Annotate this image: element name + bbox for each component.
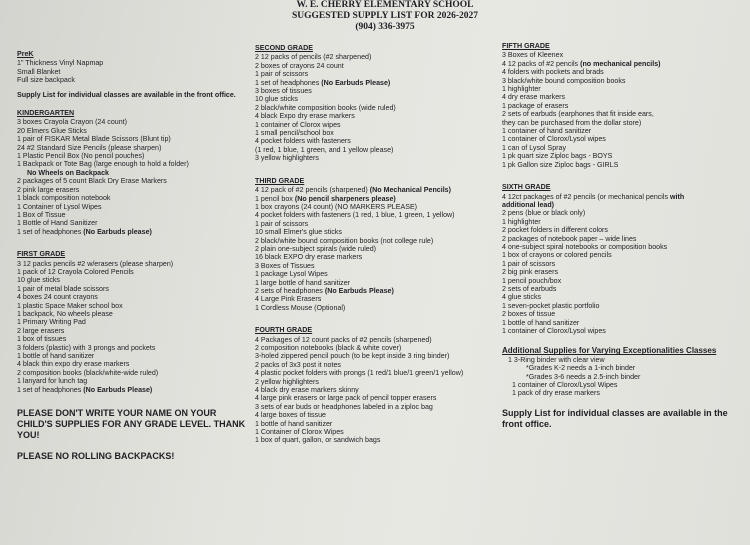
list-item: 2 pink large erasers: [17, 185, 80, 194]
list-item: [17, 228, 247, 236]
list-item: 1 Box of Tissue: [17, 210, 66, 219]
list-item: 1 3-Ring binder with clear view: [508, 355, 605, 364]
list-item: 1 pk quart size Ziploc bags - BOYS: [502, 152, 613, 161]
list-item: 16 black EXPO dry erase markers: [255, 253, 363, 262]
list-item: Small Blanket: [17, 67, 61, 76]
third-grade-section: [255, 177, 495, 313]
list-item: 2 packs of 3x3 post it notes: [255, 360, 341, 369]
list-item: 4 boxes 24 count crayons: [17, 293, 98, 302]
list-item: 1 Plastic Pencil Box (No pencil pouches): [17, 152, 145, 161]
section-title: FIRST GRADE: [17, 250, 66, 259]
list-item: 4 Large Pink Erasers: [255, 295, 322, 304]
list-item: 1 pair of FISKAR Metal Blade Scissors (Blunt tip): [17, 135, 171, 144]
list-item: 1 container of hand sanitizer: [502, 127, 592, 136]
list-item: 2 yellow highlighters: [255, 377, 319, 386]
list-item: 1 Primary Writing Pad: [17, 318, 86, 327]
list-item: [255, 287, 495, 295]
no-rolling-backpacks-note: PLEASE NO ROLLING BACKPACKS!: [17, 451, 175, 462]
item-text: 4 12 packs of #2 pencils: [502, 59, 579, 68]
list-item: 1 pair of scissors: [255, 219, 309, 228]
list-item: 4 black dry erase markers skinny: [255, 386, 359, 395]
list-item: 3 Boxes of Tissues: [255, 261, 315, 270]
list-item: 2 sets of earbuds (earphones that fit inside ears,: [502, 110, 654, 119]
kindergarten-section: [17, 109, 247, 236]
list-item: 2 composition books (black/white-wide ruled): [17, 368, 159, 377]
list-item: 4 dry erase markers: [502, 93, 566, 102]
list-item: 4 folders with pockets and brads: [502, 68, 604, 77]
section-title: SECOND GRADE: [255, 44, 313, 52]
list-item: 1 pair of scissors: [255, 70, 309, 79]
list-item: 10 glue sticks: [17, 276, 60, 285]
item-emphasis: with: [670, 192, 685, 201]
list-item: 1 package of erasers: [502, 101, 569, 110]
list-item: 1 container of Clorox/Lysol wipes: [502, 327, 606, 335]
list-item-continued: additional lead): [502, 200, 555, 209]
list-item: 4 pocket folders with fasteners: [255, 137, 351, 146]
document-title: SUGGESTED SUPPLY LIST FOR 2026-2027: [292, 11, 478, 21]
list-item: 3 yellow highlighters: [255, 154, 319, 163]
list-item: 1 lanyard for lunch tag: [17, 377, 88, 386]
list-item: 1 pair of metal blade scissors: [17, 284, 109, 293]
no-names-note: PLEASE DON'T WRITE YOUR NAME ON YOUR CHILD'S SUPPLIES FOR ANY GRADE LEVEL. THANK YOU!: [17, 408, 246, 441]
list-item: 4 large boxes of tissue: [255, 411, 326, 420]
list-item: 1 pack of 12 Crayola Colored Pencils: [17, 267, 134, 276]
list-item: 3 black/white bound composition books: [502, 76, 626, 85]
list-item: 2 boxes of crayons 24 count: [255, 61, 344, 70]
list-item: 2 composition notebooks (black & white cover): [255, 344, 402, 352]
sixth-grade-section: [502, 183, 748, 335]
office-note: Supply List for individual classes are available in the front office.: [17, 90, 236, 99]
first-grade-section: [17, 250, 247, 394]
school-name: W. E. CHERRY ELEMENTARY SCHOOL: [296, 0, 474, 10]
list-item: 1 large bottle of hand sanitizer: [255, 278, 351, 287]
item-text: 1 pencil box: [255, 194, 293, 203]
list-item: 1 highlighter: [502, 85, 541, 94]
section-title: FOURTH GRADE: [255, 326, 313, 335]
list-item: 1 black composition notebook: [17, 194, 111, 203]
fourth-grade-section: [255, 326, 495, 445]
list-item: 2 sets of earbuds: [502, 284, 557, 293]
item-emphasis: (no mechanical pencils): [580, 59, 661, 68]
list-item: 1 pencil pouch/box: [502, 276, 562, 285]
list-item: 2 plain one-subject spirals (wide ruled): [255, 244, 377, 253]
section-title: THIRD GRADE: [255, 176, 305, 185]
list-item: 3 sets of ear buds or headphones labeled in a ziploc bag: [255, 402, 433, 411]
list-item: 1 bottle of hand sanitizer: [17, 352, 95, 360]
item-emphasis: (No Earbuds Please): [83, 385, 153, 394]
list-item: 2 packages of notebook paper – wide lines: [502, 234, 637, 243]
column-left: [17, 50, 247, 472]
list-item: 3 Boxes of Kleenex: [502, 51, 564, 60]
list-item: 3-holed zippered pencil pouch (to be kept inside 3 ring binder): [255, 352, 450, 361]
list-item: 1 Bottle of Hand Sanitizer: [17, 219, 98, 228]
list-item: 4 black Expo dry erase markers: [255, 112, 355, 121]
list-item: 4 Packages of 12 count packs of #2 pencils (sharpened): [255, 335, 432, 344]
list-item: [255, 195, 495, 203]
section-title: Additional Supplies for Varying Exceptionalities Classes: [502, 346, 717, 356]
item-emphasis: (No Earbuds Please): [324, 286, 394, 295]
list-item: 1" Thickness Vinyl Napmap: [17, 59, 104, 68]
item-emphasis: (No Earbuds Please): [321, 78, 391, 87]
list-item: 1 Cordless Mouse (Optional): [255, 303, 346, 312]
list-item: 3 folders (plastic) with 3 prongs and pockets: [17, 343, 156, 352]
list-item: 1 small pencil/school box: [255, 129, 334, 138]
list-item: 4 black thin expo dry erase markers: [17, 360, 130, 369]
list-item-bold: No Wheels on Backpack: [27, 168, 109, 177]
second-grade-section: [255, 44, 495, 163]
list-item: 1 container of Clorox/Lysol wipes: [502, 135, 606, 144]
list-item: 10 small Elmer's glue sticks: [255, 228, 342, 237]
item-emphasis: (No Mechanical Pencils): [369, 186, 451, 195]
list-item: 20 Elmers Glue Sticks: [17, 126, 87, 135]
list-item: [502, 193, 748, 201]
office-note: Supply List for individual classes are available in the front office.: [502, 407, 728, 429]
list-item: 1 box of tissues: [17, 335, 67, 344]
section-title: SIXTH GRADE: [502, 183, 551, 192]
list-item: 1 pk Gallon size Ziploc bags - GIRLS: [502, 160, 619, 169]
list-item: 1 package Lysol Wipes: [255, 270, 328, 279]
prek-section: [17, 50, 247, 99]
list-item: 3 12 packs pencils #2 w/erasers (please sharpen): [17, 259, 174, 268]
list-item: [255, 186, 495, 194]
list-item: they can be purchased from the dollar store): [502, 118, 642, 127]
list-item: 1 pair of scissors: [502, 259, 556, 268]
item-text: 1 set of headphones: [17, 227, 82, 236]
list-item: 4 glue sticks: [502, 293, 542, 302]
list-item: 2 packages of 5 count Black Dry Erase Markers: [17, 177, 167, 186]
list-item: 2 pens (blue or black only): [502, 209, 586, 218]
list-item: 24 #2 Standard Size Pencils (please sharpen): [17, 143, 162, 152]
list-item: 2 pocket folders in different colors: [502, 226, 608, 235]
list-item: 1 Container of Clorox Wipes: [255, 428, 344, 437]
list-item: 1 backpack, No wheels please: [17, 309, 113, 318]
list-item: 4 pocket folders with fasteners (1 red, 1 blue, 1 green, 1 yellow): [255, 211, 455, 220]
column-middle: [255, 44, 495, 452]
list-item: 2 large erasers: [17, 326, 65, 335]
list-item: Full size backpack: [17, 76, 75, 85]
item-text: 2 sets of headphones: [255, 286, 323, 295]
fifth-grade-section: [502, 42, 748, 169]
list-item: *Grades 3-6 needs a 2.5-inch binder: [526, 372, 641, 381]
list-item: 2 big pink erasers: [502, 268, 558, 277]
list-item: 1 seven-pocket plastic portfolio: [502, 301, 600, 310]
list-item: *Grades K-2 needs a 1-inch binder: [526, 364, 636, 373]
list-item: 1 Container of Lysol Wipes: [17, 202, 102, 211]
list-item: 2 12 packs of pencils (#2 sharpened): [255, 53, 372, 62]
item-text: 1 set of headphones: [255, 78, 320, 87]
list-item: 1 box crayons (24 count) (NO MARKERS PLEASE): [255, 202, 418, 211]
section-title: FIFTH GRADE: [502, 42, 550, 50]
list-item: 4 plastic pocket folders with prongs (1 red/1 blue/1 green/1 yellow): [255, 369, 464, 378]
list-item: 1 highlighter: [502, 217, 541, 226]
item-emphasis: (No pencil sharpeners please): [294, 194, 396, 203]
item-text: 1 set of headphones: [17, 385, 82, 394]
list-item: 3 boxes of tissues: [255, 87, 312, 96]
list-item: 1 bottle of hand sanitizer: [502, 318, 580, 327]
list-item: [17, 386, 247, 394]
list-item: 1 plastic Space Maker school box: [17, 301, 123, 310]
list-item: 1 bottle of hand sanitizer: [255, 419, 333, 428]
list-item: 1 box of quart, gallon, or sandwich bags: [255, 436, 381, 445]
list-item: 1 container of Clorox/Lysol Wipes: [512, 381, 618, 390]
additional-supplies-section: [502, 347, 748, 429]
list-item: 1 box of crayons or colored pencils: [502, 251, 612, 260]
list-item: 4 one-subject spiral notebooks or composition books: [502, 242, 668, 251]
list-item: 1 Backpack or Tote Bag (large enough to hold a folder): [17, 160, 189, 169]
item-text: 4 12ct packages of #2 pencils (or mechanical pencils: [502, 192, 669, 201]
column-right: [502, 42, 748, 440]
phone-number: (904) 336-3975: [355, 22, 415, 32]
list-item: 3 boxes Crayola Crayon (24 count): [17, 118, 128, 127]
list-item: 10 glue sticks: [255, 95, 298, 104]
list-item: 2 boxes of tissue: [502, 310, 556, 319]
list-item: [255, 79, 495, 87]
list-item: 4 large pink erasers or large pack of pencil topper erasers: [255, 394, 437, 403]
list-item: 1 can of Lysol Spray: [502, 143, 567, 152]
item-emphasis: (No Earbuds please): [83, 227, 152, 236]
section-title: KINDERGARTEN: [17, 109, 75, 118]
list-item: 2 black/white composition books (wide ruled): [255, 103, 396, 112]
list-item: 1 container of Clorox wipes: [255, 120, 341, 129]
section-title: PreK: [17, 50, 34, 58]
list-item: 2 black/white bound composition books (not college rule): [255, 236, 434, 245]
list-item: (1 red, 1 blue, 1 green, and 1 yellow please): [255, 145, 394, 154]
list-item: 1 pack of dry erase markers: [512, 389, 600, 398]
list-item: [502, 60, 748, 68]
item-text: 4 12 pack of #2 pencils (sharpened): [255, 186, 368, 195]
document-header: [255, 0, 515, 33]
